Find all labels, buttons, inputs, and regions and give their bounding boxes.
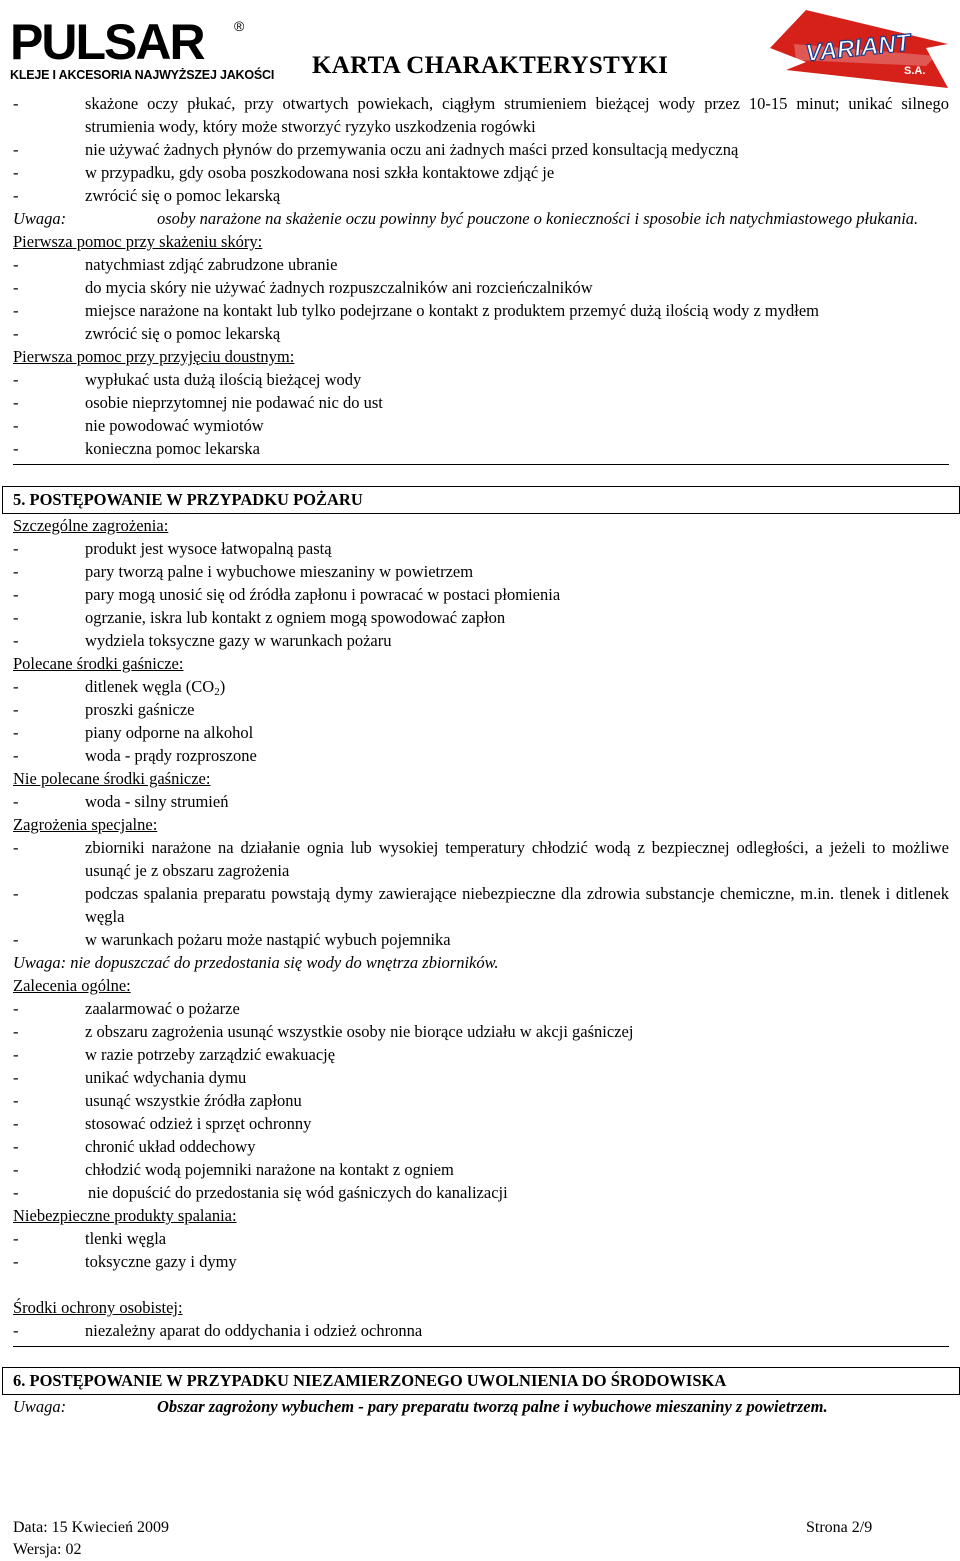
combustion-heading: Niebezpieczne produkty spalania: (13, 1206, 237, 1225)
list-item: - chronić układ oddechowy (13, 1137, 256, 1156)
list-item: - chłodzić wodą pojemniki narażone na kontakt z ogniem (13, 1160, 454, 1179)
not-media-heading: Nie polecane środki gaśnicze: (13, 769, 211, 788)
list-item: - ogrzanie, iskra lub kontakt z ogniem mogą spowodować zapłon (13, 608, 506, 627)
list-item: - podczas spalania preparatu powstają dymy zawierające niebezpieczne dla zdrowia substancje chemiczne, m.in. tlenek i ditlenek węgla (13, 884, 949, 926)
general-list (13, 997, 949, 1204)
list-item: - konieczna pomoc lekarska (13, 439, 261, 458)
list-item: - niezależny aparat do oddychania i odzież ochronna (13, 1321, 423, 1340)
list-item: - piany odporne na alkohol (13, 723, 254, 742)
pulsar-logo-tagline: KLEJE I AKCESORIA NAJWYŻSZEJ JAKOŚCI (10, 68, 275, 82)
pulsar-logo (10, 14, 275, 86)
list-item: - tlenki węgla (13, 1229, 167, 1248)
list-item: - stosować odzież i sprzęt ochronny (13, 1114, 312, 1133)
ppe-heading: Środki ochrony osobistej: (13, 1298, 183, 1317)
list-item: - osobie nieprzytomnej nie podawać nic do ust (13, 393, 383, 412)
list-item: - woda - prądy rozproszone (13, 746, 257, 765)
page-header (0, 0, 960, 92)
eye-note (13, 207, 949, 230)
variant-logo (766, 4, 952, 92)
hazards-list (13, 537, 949, 652)
list-item: - natychmiast zdjąć zabrudzone ubranie (13, 255, 338, 274)
oral-heading: Pierwsza pomoc przy przyjęciu doustnym: (13, 347, 295, 366)
footer-date: Data: 15 Kwiecień 2009 (13, 1519, 169, 1536)
eye-first-aid-list (13, 92, 949, 207)
pulsar-logo-word: PULSAR (10, 14, 204, 70)
list-item: - skażone oczy płukać, przy otwartych powiekach, ciągłym strumieniem bieżącej wody przez 10-15 minut; unikać silnego strumienia wody, który może stworzyć ryzyko uszkodzenia rogówki (13, 94, 949, 136)
special-note: Uwaga: nie dopuszczać do przedostania się wody do wnętrza zbiorników. (13, 953, 499, 972)
list-item: - zbiorniki narażone na działanie ognia lub wysokiej temperatury chłodzić wodą z bezpiecznej odległości, a jeżeli to możliwe usunąć je z obszaru zagrożenia (13, 838, 949, 880)
media-list (13, 675, 949, 767)
list-item: - usunąć wszystkie źródła zapłonu (13, 1091, 302, 1110)
list-item: - nie używać żadnych płynów do przemywania oczu ani żadnych maści przed konsultacją medyczną (13, 140, 739, 159)
list-item: - wydziela toksyczne gazy w warunkach pożaru (13, 631, 392, 650)
footer-version: Wersja: 02 (13, 1541, 82, 1558)
note-text: Obszar zagrożony wybuchem - pary preparatu tworzą palne i wybuchowe mieszaniny z powietrzem. (157, 1397, 828, 1416)
list-item: - pary mogą unosić się od źródła zapłonu i powracać w postaci płomienia (13, 585, 561, 604)
list-item: - ditlenek węgla $(CO_2)$ (13, 677, 226, 698)
list-item: - toksyczne gazy i dymy (13, 1252, 237, 1271)
list-item: - zwrócić się o pomoc lekarską (13, 186, 281, 205)
note-label: Uwaga: (13, 1397, 67, 1416)
media-heading: Polecane środki gaśnicze: (13, 654, 184, 673)
list-item: - nie dopuścić do przedostania się wód gaśniczych do kanalizacji (13, 1183, 508, 1202)
list-item: - woda - silny strumień (13, 792, 229, 811)
list-item: - wypłukać usta dużą ilością bieżącej wody (13, 370, 362, 389)
list-item: - zwrócić się o pomoc lekarską (13, 324, 281, 343)
list-item: - nie powodować wymiotów (13, 416, 264, 435)
combustion-list (13, 1227, 949, 1273)
note-text: osoby narażone na skażenie oczu powinny być pouczone o konieczności i sposobie ich natychmiastowego płukania. (157, 209, 919, 228)
section-5-title: 5. POSTĘPOWANIE W PRZYPADKU POŻARU (2, 486, 960, 514)
variant-logo-word: VARIANT (804, 29, 912, 68)
note-label: Uwaga: (13, 209, 67, 228)
list-item: - z obszaru zagrożenia usunąć wszystkie osoby nie biorące udziału w akcji gaśniczej (13, 1022, 634, 1041)
oral-first-aid-list (13, 368, 949, 460)
list-item: - w razie potrzeby zarządzić ewakuację (13, 1045, 336, 1064)
variant-logo-suffix: S.A. (904, 65, 926, 77)
skin-heading: Pierwsza pomoc przy skażeniu skóry: (13, 232, 263, 251)
document-body (13, 92, 949, 1418)
section-6-title: 6. POSTĘPOWANIE W PRZYPADKU NIEZAMIERZONEGO UWOLNIENIA DO ŚRODOWISKA (2, 1367, 960, 1395)
list-item: - zaalarmować o pożarze (13, 999, 240, 1018)
list-item: - w warunkach pożaru może nastąpić wybuch pojemnika (13, 930, 451, 949)
list-item: - proszki gaśnicze (13, 700, 195, 719)
footer-page-number: Strona 2/9 (806, 1519, 873, 1536)
list-item: - produkt jest wysoce łatwopalną pastą (13, 539, 332, 558)
list-item: - unikać wdychania dymu (13, 1068, 247, 1087)
special-heading: Zagrożenia specjalne: (13, 815, 158, 834)
special-list (13, 836, 949, 951)
page-footer (13, 1517, 949, 1561)
skin-first-aid-list (13, 253, 949, 345)
section-6-note (13, 1395, 949, 1418)
list-item: - miejsce narażone na kontakt lub tylko podejrzane o kontakt z produktem przemyć dużą ilością wody z mydłem (13, 301, 820, 320)
general-heading: Zalecenia ogólne: (13, 976, 131, 995)
list-item: - pary tworzą palne i wybuchowe mieszaniny w powietrzem (13, 562, 474, 581)
registered-mark: ® (234, 18, 245, 34)
list-item: - do mycia skóry nie używać żadnych rozpuszczalników ani rozcieńczalników (13, 278, 593, 297)
hazards-heading: Szczególne zagrożenia: (13, 516, 169, 535)
document-title: KARTA CHARAKTERYSTYKI (312, 52, 669, 79)
list-item: - w przypadku, gdy osoba poszkodowana nosi szkła kontaktowe zdjąć je (13, 163, 555, 182)
